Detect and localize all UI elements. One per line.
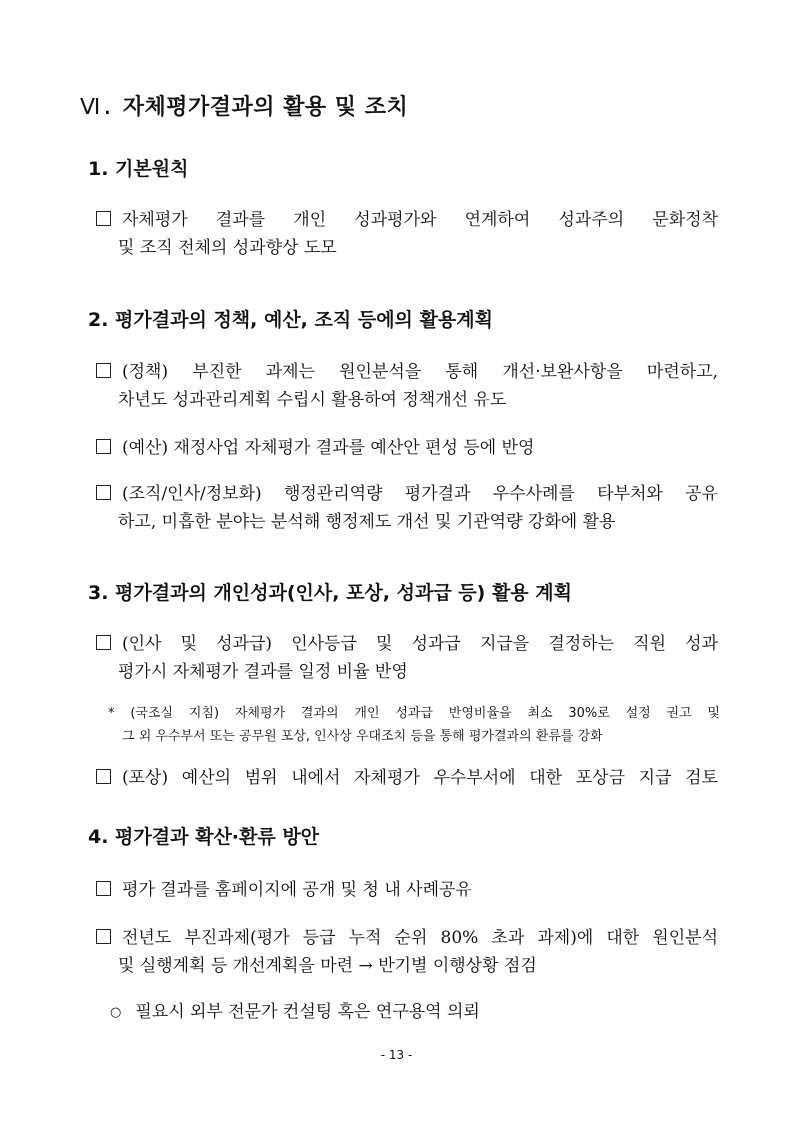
item-text: (포상) 예산의 범위 내에서 자체평가 우수부서에 대한 포상금 지급 검토 <box>122 768 718 788</box>
checklist-item <box>96 480 718 536</box>
item-text-continued: 및 조직 전체의 성과향상 도모 <box>118 238 337 258</box>
item-text: (인사 및 성과급) 인사등급 및 성과급 지급을 결정하는 직원 성과 <box>122 634 718 654</box>
checkbox-square-icon <box>96 485 111 500</box>
sub-bullet-text: 필요시 외부 전문가 컨설팅 혹은 연구용역 의뢰 <box>135 1002 480 1022</box>
item-text: (정책) 부진한 과제는 원인분석을 통해 개선·보완사항을 마련하고, <box>122 362 718 382</box>
section-title-text: 자체평가결과의 활용 및 조치 <box>122 95 409 120</box>
sub-bullet-item <box>110 998 480 1027</box>
footnote-text: (국조실 지침) 자체평가 결과의 개인 성과급 반영비율을 최소 30%로 설정 권고 및 <box>130 706 720 721</box>
item-text-continued: 차년도 성과관리계획 수립시 활용하여 정책개선 유도 <box>118 390 507 410</box>
section-number: Ⅵ. <box>80 95 115 120</box>
item-text-continued: 평가시 자체평가 결과를 일정 비율 반영 <box>118 662 408 682</box>
checkbox-square-icon <box>96 881 111 896</box>
checklist-item <box>96 358 718 414</box>
subsection-heading-2: 2. 평가결과의 정책, 예산, 조직 등에의 활용계획 <box>88 309 493 331</box>
checkbox-square-icon <box>96 769 111 784</box>
checklist-item <box>96 206 718 262</box>
subsection-heading-1: 1. 기본원칙 <box>88 158 189 180</box>
item-text: (예산) 재정사업 자체평가 결과를 예산안 편성 등에 반영 <box>122 438 535 458</box>
footnote <box>108 702 720 748</box>
item-text-continued: 하고, 미흡한 분야는 분석해 행정제도 개선 및 기관역량 강화에 활용 <box>118 512 616 532</box>
checkbox-square-icon <box>96 929 111 944</box>
section-title <box>80 90 408 121</box>
subsection-heading-3: 3. 평가결과의 개인성과(인사, 포상, 성과급 등) 활용 계획 <box>88 582 572 604</box>
page-number: - 13 - <box>380 1048 413 1062</box>
checklist-item <box>96 924 718 980</box>
footnote-text-continued: 그 외 우수부서 또는 공무원 포상, 인사상 우대조치 등을 통해 평가결과의 환류를 강화 <box>122 729 603 744</box>
subsection-heading-4: 4. 평가결과 확산·환류 방안 <box>88 826 320 848</box>
checklist-item <box>96 876 718 904</box>
checklist-item <box>96 630 718 686</box>
checklist-item <box>96 434 718 462</box>
footnote-marker: * <box>108 706 115 721</box>
checkbox-square-icon <box>96 211 111 226</box>
item-text: (조직/인사/정보화) 행정관리역량 평가결과 우수사례를 타부처와 공유 <box>122 484 718 504</box>
checkbox-square-icon <box>96 635 111 650</box>
checklist-item <box>96 764 718 792</box>
item-text: 자체평가 결과를 개인 성과평가와 연계하여 성과주의 문화정착 <box>122 210 718 230</box>
checkbox-square-icon <box>96 439 111 454</box>
circle-bullet-icon: ○ <box>110 1005 122 1020</box>
checkbox-square-icon <box>96 363 111 378</box>
item-text: 전년도 부진과제(평가 등급 누적 순위 80% 초과 과제)에 대한 원인분석 <box>122 928 718 948</box>
item-text-continued: 및 실행계획 등 개선계획을 마련 → 반기별 이행상황 점검 <box>118 956 537 976</box>
item-text: 평가 결과를 홈페이지에 공개 및 청 내 사례공유 <box>122 880 472 900</box>
